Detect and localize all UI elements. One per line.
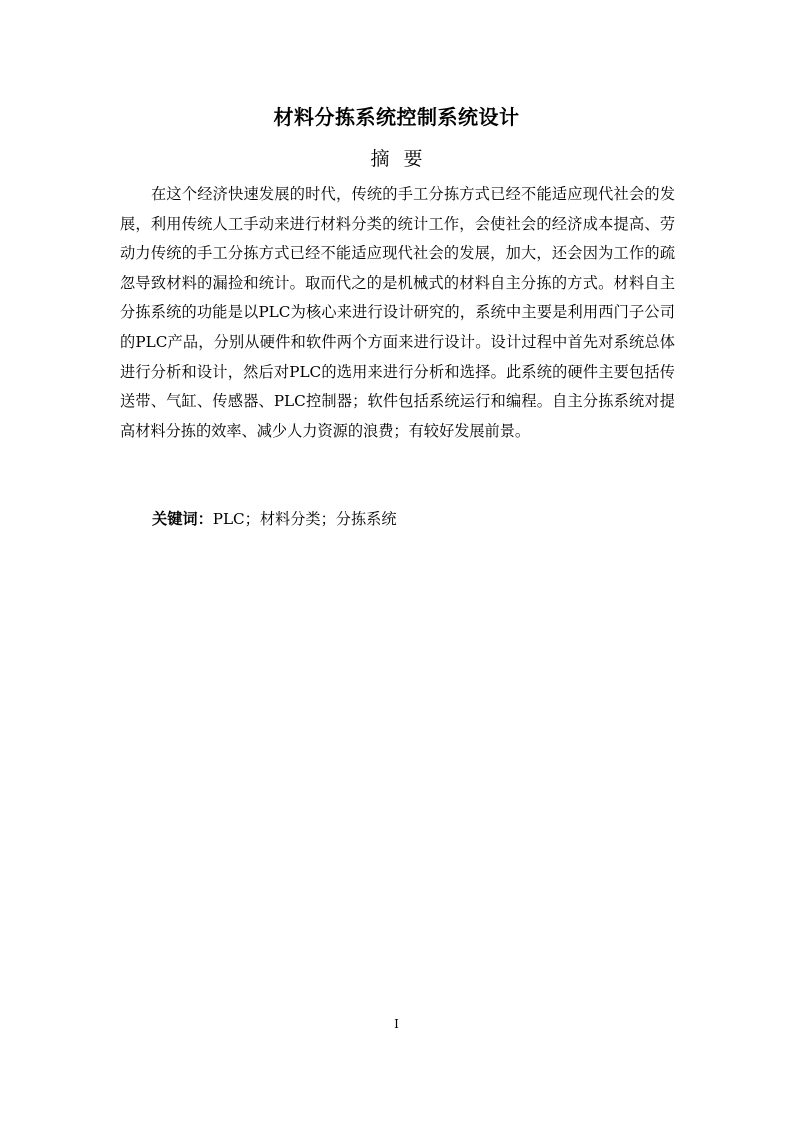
keywords-value: PLC；材料分类；分拣系统: [212, 510, 397, 528]
abstract-body: 在这个经济快速发展的时代，传统的手工分拣方式已经不能适应现代社会的发展，利用传统人工手动来进行材料分类的统计工作，会使社会的经济成本提高、劳动力传统的手工分拣方式已经不能适应现代社会的发展，加大，还会因为工作的疏忽导致材料的漏捡和统计。取而代之的是机械式的材料自主分拣的方式。材料自主分拣系统的功能是以PLC为核心来进行设计研究的，系统中主要是利用西门子公司的PLC产品，分别从硬件和软件两个方面来进行设计。设计过程中首先对系统总体进行分析和设计，然后对PLC的选用来进行分析和选择。此系统的硬件主要包括传送带、气缸、传感器、PLC控制器；软件包括系统运行和编程。自主分拣系统对提高材料分拣的效率、减少人力资源的浪费；有较好发展前景。: [120, 185, 675, 440]
keywords-line: [152, 505, 397, 533]
document-title: 材料分拣系统控制系统设计: [273, 105, 520, 129]
page-number: I: [394, 1017, 399, 1031]
keywords-label: 关键词：: [152, 510, 213, 528]
abstract-heading: 摘要: [370, 148, 437, 170]
